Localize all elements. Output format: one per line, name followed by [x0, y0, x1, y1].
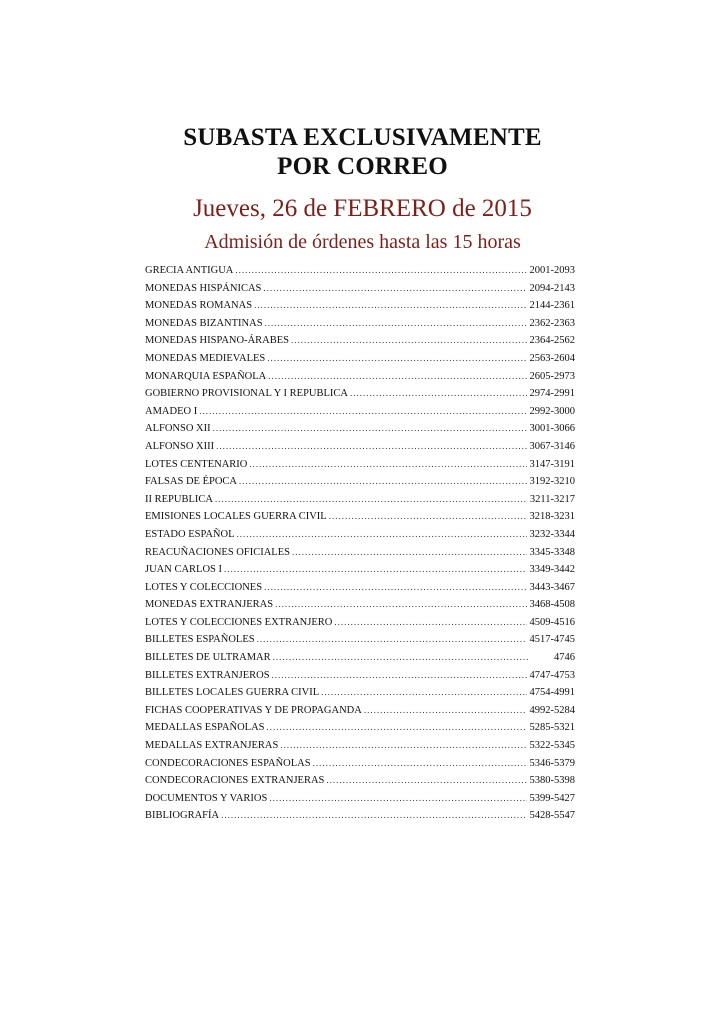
- index-row: [145, 772, 575, 790]
- index-row: [145, 579, 575, 597]
- dot-leader: [273, 649, 528, 667]
- index-row: [145, 702, 575, 720]
- index-row: [145, 737, 575, 755]
- dot-leader: [267, 719, 527, 737]
- index-row: [145, 631, 575, 649]
- index-row-label: CONDECORACIONES ESPAÑOLAS: [145, 757, 311, 769]
- dot-leader: [224, 561, 526, 579]
- index-row-label: LOTES Y COLECCIONES EXTRANJERO: [145, 616, 333, 628]
- dot-leader: [269, 790, 526, 808]
- index-row-label: FICHAS COOPERATIVAS Y DE PROPAGANDA: [145, 704, 362, 716]
- index-row: [145, 368, 575, 386]
- index-row-range: 3345-3348: [529, 546, 575, 558]
- index-row-range: 3443-3467: [529, 581, 575, 593]
- index-row-label: GOBIERNO PROVISIONAL Y I REPUBLICA: [145, 388, 349, 400]
- auction-date: Jueves, 26 de FEBRERO de 2015: [193, 195, 532, 222]
- index-row: [145, 807, 575, 825]
- index-row-label: MONEDAS BIZANTINAS: [145, 317, 263, 329]
- index-row-range: 3147-3191: [529, 458, 575, 470]
- dot-leader: [329, 508, 527, 526]
- dot-leader: [292, 544, 527, 562]
- index-row-range: 2362-2363: [529, 317, 575, 329]
- index-row-label: BILLETES DE ULTRAMAR: [145, 652, 271, 664]
- index-row-label: BILLETES LOCALES GUERRA CIVIL: [145, 687, 320, 699]
- dot-leader: [237, 526, 527, 544]
- index-row-range: 3349-3442: [529, 564, 575, 576]
- dot-leader: [216, 438, 526, 456]
- index-row-label: LOTES Y COLECCIONES: [145, 581, 263, 593]
- dot-leader: [263, 280, 526, 298]
- index-row: [145, 649, 575, 667]
- dot-leader: [280, 737, 526, 755]
- dot-leader: [326, 772, 526, 790]
- index-row-label: ESTADO ESPAÑOL: [145, 528, 235, 540]
- index-row-label: BIBLIOGRAFÍA: [145, 810, 220, 822]
- index-row: [145, 403, 575, 421]
- dot-leader: [268, 368, 526, 386]
- index-row: [145, 473, 575, 491]
- index-row-label: MONEDAS MEDIEVALES: [145, 352, 266, 364]
- index-row: [145, 456, 575, 474]
- index-row-range: 5428-5547: [529, 810, 575, 822]
- dot-leader: [264, 579, 526, 597]
- title-line-1: SUBASTA EXCLUSIVAMENTE: [183, 124, 542, 151]
- title-line-2: POR CORREO: [277, 153, 448, 180]
- index-row-label: MONEDAS HISPÁNICAS: [145, 282, 262, 294]
- index-row-range: 3067-3146: [529, 440, 575, 452]
- index-row-range: 4517-4745: [529, 634, 575, 646]
- index-row-label: MONEDAS EXTRANJERAS: [145, 599, 274, 611]
- index-row-range: 3232-3344: [529, 528, 575, 540]
- index-row-range: 5399-5427: [529, 792, 575, 804]
- index-row: [145, 667, 575, 685]
- index-row: [145, 684, 575, 702]
- index-row-label: II REPUBLICA: [145, 493, 213, 505]
- index-row-range: 5346-5379: [529, 757, 575, 769]
- index-row-range: 2605-2973: [529, 370, 575, 382]
- index-row: [145, 280, 575, 298]
- index-row-range: 4992-5284: [529, 704, 575, 716]
- dot-leader: [350, 385, 526, 403]
- dot-leader: [235, 262, 526, 280]
- dot-leader: [267, 350, 526, 368]
- index-row: [145, 755, 575, 773]
- dot-leader: [334, 614, 526, 632]
- dot-leader: [272, 667, 527, 685]
- index-row: [145, 385, 575, 403]
- index-row: [145, 508, 575, 526]
- index-row-label: MEDALLAS ESPAÑOLAS: [145, 722, 265, 734]
- index-row: [145, 561, 575, 579]
- index-row-label: EMISIONES LOCALES GUERRA CIVIL: [145, 511, 327, 523]
- index-row-range: 2974-2991: [529, 388, 575, 400]
- dot-leader: [291, 332, 526, 350]
- index-row-label: CONDECORACIONES EXTRANJERAS: [145, 775, 325, 787]
- index-row-range: 2992-3000: [529, 405, 575, 417]
- index-row-label: GRECIA ANTIGUA: [145, 265, 234, 276]
- index-row-range: 2094-2143: [529, 282, 575, 294]
- dot-leader: [313, 755, 527, 773]
- dot-leader: [321, 684, 526, 702]
- index-row: [145, 297, 575, 315]
- index-row-range: 5380-5398: [529, 775, 575, 787]
- index-row-range: 3211-3217: [529, 493, 575, 505]
- index-row-label: MEDALLAS EXTRANJERAS: [145, 740, 279, 752]
- index-row-range: 4746: [554, 652, 575, 664]
- index-row-range: 2364-2562: [529, 335, 575, 347]
- index-row-range: 5285-5321: [529, 722, 575, 734]
- index-row-label: MONEDAS ROMANAS: [145, 300, 253, 312]
- dot-leader: [215, 491, 527, 509]
- index-row: [145, 596, 575, 614]
- index-row-range: 4509-4516: [529, 616, 575, 628]
- dot-leader: [265, 315, 527, 333]
- index-row-range: 4747-4753: [529, 669, 575, 681]
- index-row-range: 3001-3066: [529, 423, 575, 435]
- index-row: [145, 614, 575, 632]
- lot-index: [145, 262, 575, 825]
- index-row-label: REACUÑACIONES OFICIALES: [145, 546, 290, 558]
- index-row: [145, 719, 575, 737]
- index-row: [145, 491, 575, 509]
- index-row: [145, 315, 575, 333]
- dot-leader: [239, 473, 527, 491]
- index-row-range: 2144-2361: [529, 300, 575, 312]
- index-row: [145, 420, 575, 438]
- index-row: [145, 790, 575, 808]
- index-row-range: 4754-4991: [529, 687, 575, 699]
- index-row-label: FALSAS DE ÉPOCA: [145, 476, 237, 488]
- admission-deadline: Admisión de órdenes hasta las 15 horas: [204, 231, 521, 253]
- index-row-range: 2563-2604: [529, 352, 575, 364]
- index-row: [145, 350, 575, 368]
- index-row-range: 2001-2093: [529, 265, 575, 276]
- index-row-range: 3192-3210: [529, 476, 575, 488]
- index-row-label: BILLETES EXTRANJEROS: [145, 669, 270, 681]
- index-row: [145, 438, 575, 456]
- index-row-label: MONEDAS HISPANO-ÁRABES: [145, 335, 290, 347]
- index-row: [145, 332, 575, 350]
- index-row: [145, 526, 575, 544]
- index-row-label: AMADEO I: [145, 405, 198, 417]
- dot-leader: [254, 297, 526, 315]
- index-row-label: MONARQUIA ESPAÑOLA: [145, 370, 267, 382]
- index-row-range: 3218-3231: [529, 511, 575, 523]
- index-row-range: 5322-5345: [529, 740, 575, 752]
- index-row-label: JUAN CARLOS I: [145, 564, 223, 576]
- index-row-label: BILLETES ESPAÑOLES: [145, 634, 255, 646]
- dot-leader: [249, 456, 526, 474]
- index-row: [145, 262, 575, 280]
- dot-leader: [213, 420, 527, 438]
- dot-leader: [275, 596, 526, 614]
- index-row-label: LOTES CENTENARIO: [145, 458, 248, 470]
- dot-leader: [257, 631, 527, 649]
- index-row-label: ALFONSO XII: [145, 423, 211, 435]
- dot-leader: [199, 403, 526, 421]
- index-row-label: DOCUMENTOS Y VARIOS: [145, 792, 268, 804]
- dot-leader: [221, 807, 526, 825]
- index-row-range: 3468-4508: [529, 599, 575, 611]
- dot-leader: [364, 702, 527, 720]
- index-row: [145, 544, 575, 562]
- index-row-label: ALFONSO XIII: [145, 440, 215, 452]
